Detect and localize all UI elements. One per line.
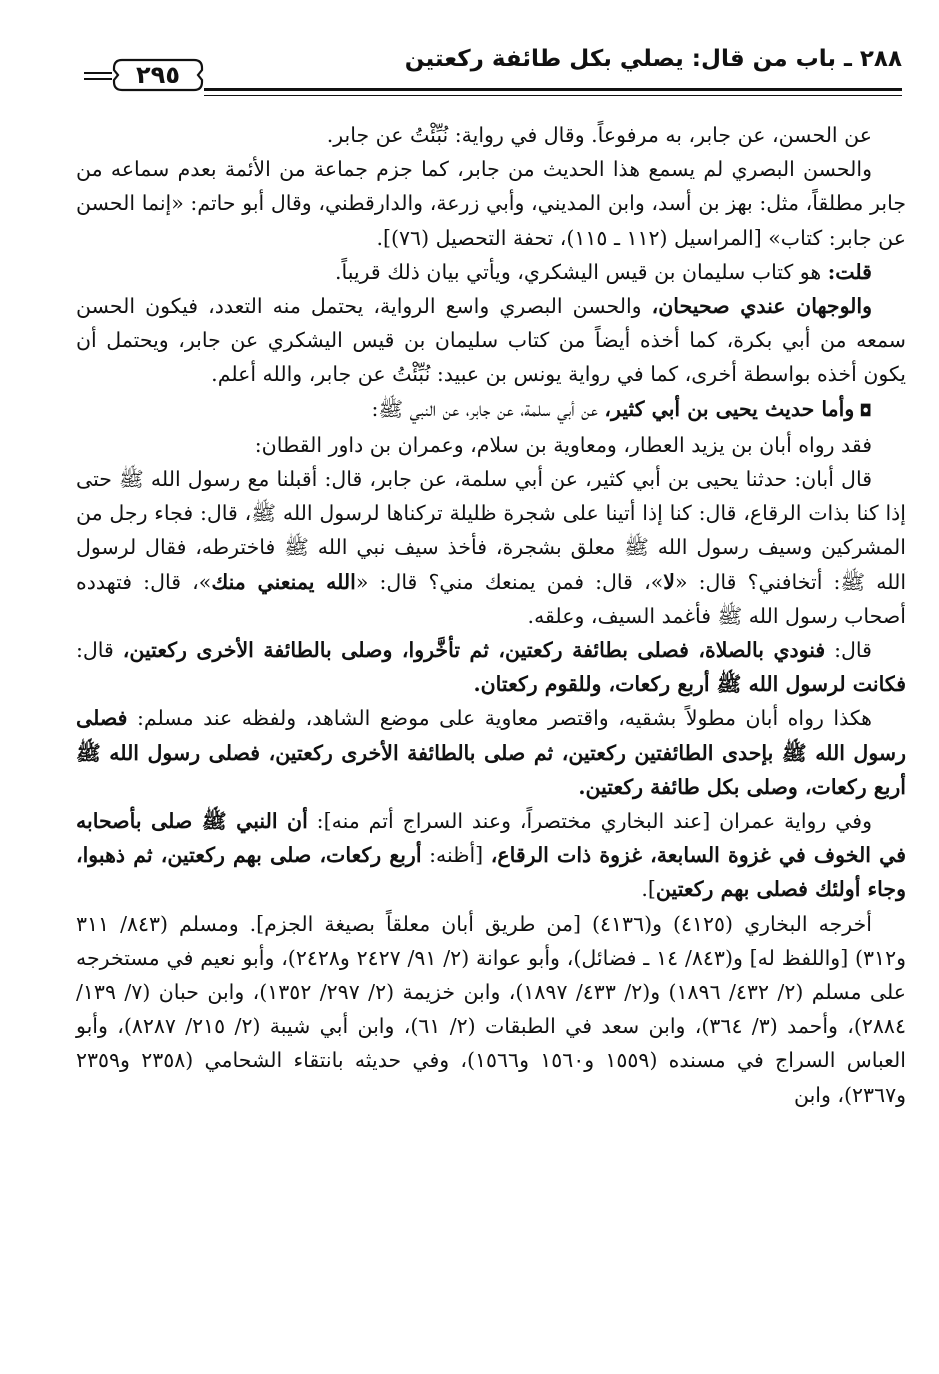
bold-text: الله يمنعني منك — [211, 569, 356, 594]
paragraph — [76, 255, 906, 289]
paragraph — [76, 804, 906, 907]
text-run: أخرجه البخاري (٤١٢٥) و(٤١٣٦) [من طريق أبان معلقاً بصيغة الجزم]. ومسلم (٨٤٣/ ٣١١ و٣١٢) [واللفظ له] و(٨٤٣/ ١٤ ـ فضائل)، وأبو عوانة (٢/ ٩١/ ٢٤٢٧ و٢٤٢٨)، وأبو نعيم في مستخرجه على مسلم (٢/ ٤٣٢/ ١٨٩٦) و(٢/ ٤٣٣/ ١٨٩٧)، وابن خزيمة (٢/ ٢٩٧/ ١٣٥٢)، وابن حبان (٧/ ١٣٩/ ٢٨٨٤)، وأحمد (٣/ ٣٦٤)، وابن سعد في الطبقات (٢/ ٦١)، وابن أبي شيبة (٢/ ٢١٥/ ٨٢٨٧)، وأبو العباس السراج في مسنده (١٥٥٩ و١٥٦٠ و١٥٦٦)، وفي حديثه بانتقاء الشحامي (٢٣٥٨ و٢٣٥٩ و٢٣٦٧)، وابن — [76, 911, 906, 1107]
text-run: قال: — [825, 638, 872, 663]
paragraph — [76, 428, 906, 462]
chapter-title: ٢٨٨ ـ باب من قال: يصلي بكل طائفة ركعتين — [404, 46, 902, 72]
page-number-badge — [112, 58, 204, 92]
paragraph — [76, 462, 906, 633]
header-rule — [204, 88, 902, 96]
bold-text: وأما حديث يحيى بن أبي كثير، — [604, 396, 855, 421]
paragraph — [76, 701, 906, 804]
paragraph — [76, 907, 906, 1112]
text-run: قال: — [76, 638, 123, 663]
text-run: »، قال: فمن يمنعك مني؟ قال: « — [355, 569, 664, 594]
bold-text: والوجهان عندي صحيحان، — [651, 294, 873, 319]
text-run: فقد رواه أبان بن يزيد العطار، ومعاوية بن سلام، وعمران بن داور القطان: — [254, 432, 872, 457]
text-run: قال أبان: حدثنا يحيى بن أبي كثير، عن أبي سلمة، عن جابر، قال: أقبلنا مع رسول الله ﷺ حتى إذا كنا بذات الرقاع، قال: كنا إذا أتينا على شجرة ظليلة تركناها لرسول الله ﷺ، قال: فجاء رجل من المشركين وسيف رسول الله ﷺ معلق بشجرة، فأخذ سيف نبي الله ﷺ فاخترطه، فقال لرسول الله ﷺ: أتخافني؟ قال: « — [76, 467, 907, 594]
bold-text: أن النبي ﷺ صلى بأصحابه في الخوف في غزوة السابعة، غزوة ذات الرقاع، — [76, 809, 906, 868]
bold-text: فصلى رسول الله ﷺ بإحدى الطائفتين ركعتين، ثم صلى بالطائفة الأخرى ركعتين، فصلى رسول الله ﷺ أربع ركعات، وصلى بكل طائفة ركعتين. — [76, 706, 906, 799]
bold-text: أربع ركعات، صلى بهم ركعتين، ثم ذهبوا، وجاء أولئك فصلى بهم ركعتين — [76, 843, 906, 902]
text-run: والحسن البصري لم يسمع هذا الحديث من جابر، كما جزم جماعة من الأئمة بعدم سماعه من جابر مطلقاً، مثل: بهز بن أسد، وابن المديني، وأبي زرعة، والدارقطني، وقال أبو حاتم: «إنما الحسن عن جابر: كتاب» [المراسيل (١١٢ ـ ١١٥)، تحفة التحصيل (٧٦)]. — [76, 157, 906, 250]
text-run: ]. — [641, 877, 656, 902]
bold-text: لا — [663, 569, 675, 594]
bold-text: فكانت لرسول الله ﷺ أربع ركعات، وللقوم ركعتان. — [473, 672, 906, 697]
paragraph — [76, 392, 906, 428]
paragraph — [76, 118, 906, 152]
text-run: [أظنه: — [421, 843, 491, 868]
text-run: وفي رواية عمران [عند البخاري مختصراً، وعند السراج أتم منه]: — [307, 809, 872, 834]
text-run: »، قال: فتهدده أصحاب رسول الله ﷺ فأغمد السيف، وعلقه. — [76, 569, 906, 628]
paragraph — [76, 289, 906, 392]
header-rule-left — [84, 72, 112, 80]
body-text — [76, 118, 906, 1112]
page-header — [84, 44, 902, 108]
text-run: عن الحسن، عن جابر، به مرفوعاً. وقال في رواية: نُبِّئْتُ عن جابر. — [326, 123, 872, 147]
bullet-icon: ◘ — [854, 400, 872, 420]
bold-text: فنودي بالصلاة، فصلى بطائفة ركعتين، ثم تأخَّروا، وصلى بالطائفة الأخرى ركعتين، — [122, 638, 826, 663]
bold-text: قلت: — [827, 259, 872, 284]
text-run: هو كتاب سليمان بن قيس اليشكري، ويأتي بيان ذلك قريباً. — [334, 259, 828, 284]
text-run: والحسن البصري واسع الرواية، يحتمل منه التعدد، فيكون الحسن سمعه من أبي بكرة، كما أخذه أيضاً من كتاب سليمان بن قيس اليشكري عن جابر، ويحتمل أن يكون أخذه بواسطة أخرى، كما في رواية يونس بن عبيد: نُبِّئْتُ عن جابر، والله أعلم. — [76, 294, 906, 387]
paragraph — [76, 152, 906, 255]
text-run: عن أبي سلمة، عن جابر، عن النبي ﷺ: — [371, 396, 605, 421]
paragraph — [76, 633, 906, 701]
page-number: ٢٩٥ — [136, 61, 180, 89]
text-run: هكذا رواه أبان مطولاً بشقيه، واقتصر معاوية على موضع الشاهد، ولفظه عند مسلم: — [127, 706, 872, 731]
